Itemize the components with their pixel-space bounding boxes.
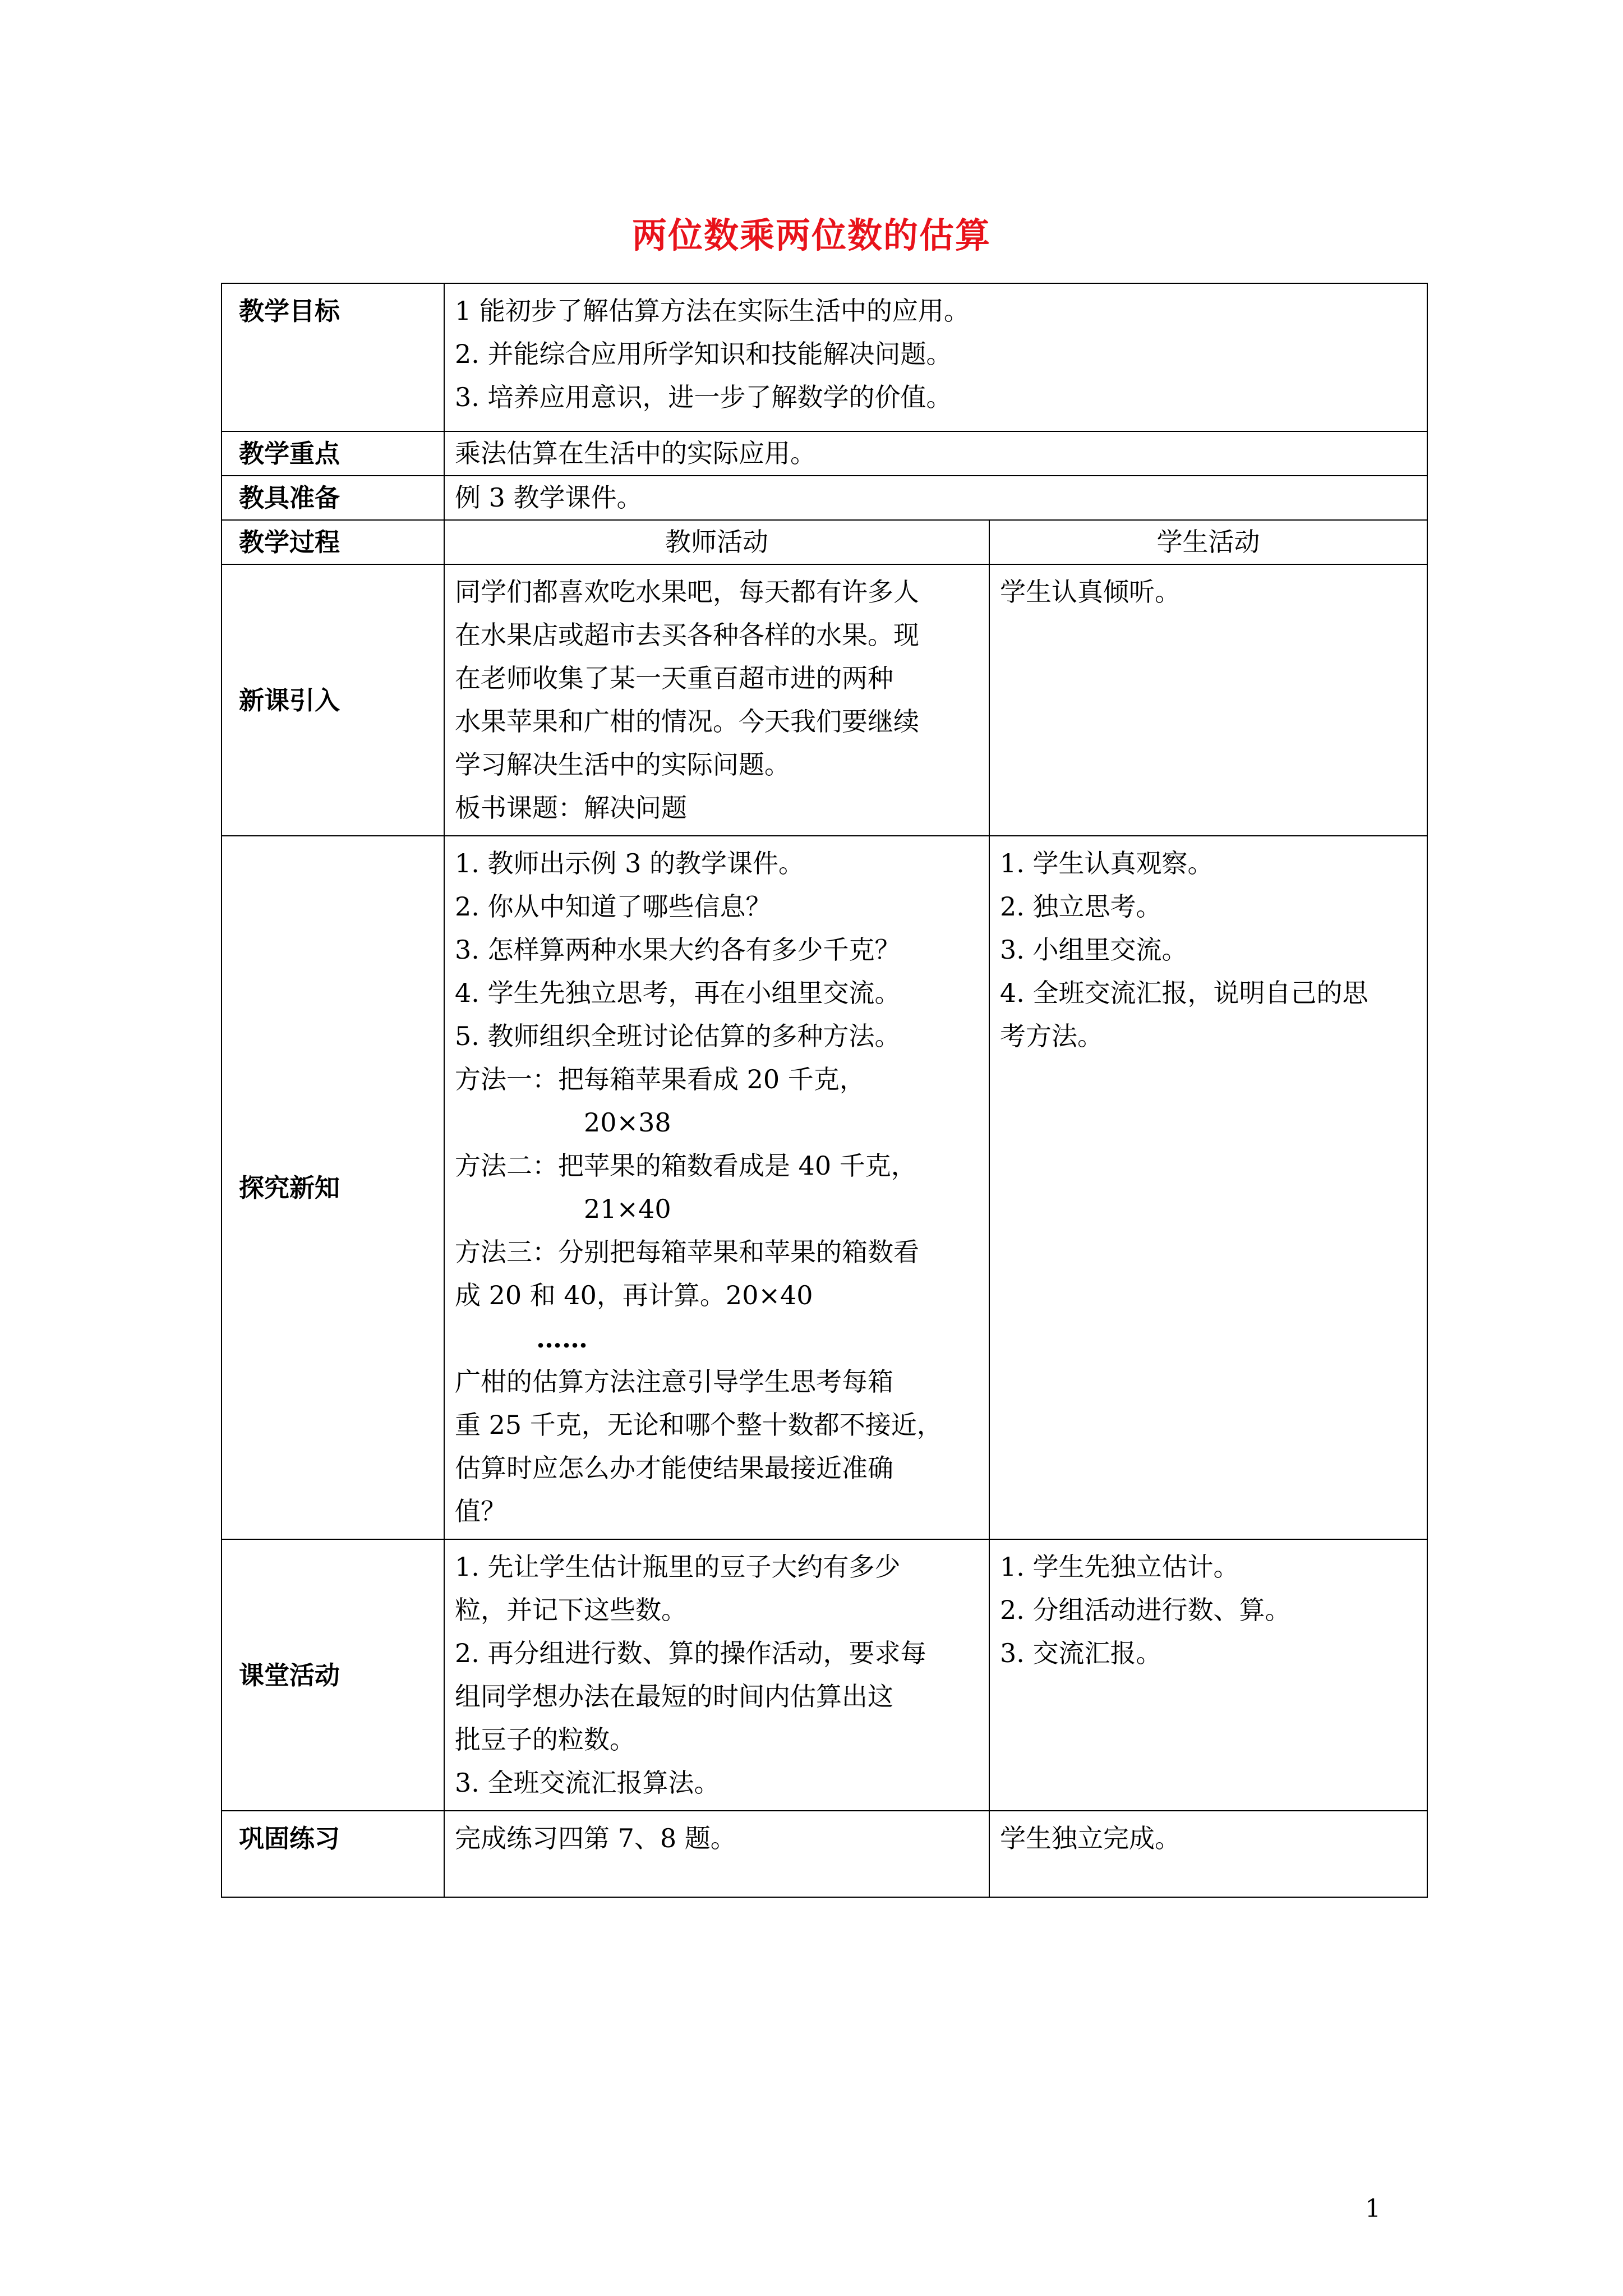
- explore-closing-line: 估算时应怎么办才能使结果最接近准确: [455, 1453, 893, 1483]
- intro-teacher-line: 水果苹果和广柑的情况。今天我们要继续: [455, 706, 919, 737]
- activity-teacher-line: 粒，并记下这些数。: [455, 1595, 687, 1625]
- formula-two: 21×40: [584, 1194, 671, 1224]
- explore-label: 探究新知: [222, 836, 444, 1539]
- intro-teacher: [444, 564, 989, 836]
- activity-teacher: [444, 1539, 989, 1811]
- goal-line: 2. 并能综合应用所学知识和技能解决问题。: [455, 339, 952, 369]
- method-two: 方法二：把苹果的箱数看成是 40 千克，: [455, 1151, 917, 1181]
- goals-label: 教学目标: [222, 283, 444, 431]
- intro-teacher-line: 板书课题：解决问题: [455, 793, 687, 823]
- activity-label: 课堂活动: [222, 1539, 444, 1811]
- explore-student: [989, 836, 1427, 1539]
- row-focus: [222, 431, 1427, 476]
- activity-student: [989, 1539, 1427, 1811]
- intro-teacher-line: 在水果店或超市去买各种各样的水果。现: [455, 620, 919, 650]
- explore-teacher-line: 4. 学生先独立思考，再在小组里交流。: [455, 978, 901, 1008]
- intro-teacher-line: 同学们都喜欢吃水果吧，每天都有许多人: [455, 577, 919, 607]
- page-number: 1: [1365, 2194, 1381, 2223]
- goals-content: [444, 283, 1427, 431]
- practice-teacher: 完成练习四第 7、8 题。: [444, 1811, 989, 1897]
- method-three-line: 方法三：分别把每箱苹果和苹果的箱数看: [455, 1237, 919, 1267]
- goal-line: 1 能初步了解估算方法在实际生活中的应用。: [455, 296, 970, 326]
- row-activity: [222, 1539, 1427, 1811]
- explore-student-line: 2. 独立思考。: [1000, 891, 1162, 922]
- method-three-line: 成 20 和 40，再计算。20×40: [455, 1280, 813, 1310]
- activity-teacher-line: 1. 先让学生估计瓶里的豆子大约有多少: [455, 1552, 901, 1582]
- activity-teacher-line: 2. 再分组进行数、算的操作活动，要求每: [455, 1638, 926, 1668]
- row-materials: [222, 476, 1427, 520]
- formula-one: 20×38: [584, 1107, 671, 1138]
- activity-teacher-line: 组同学想办法在最短的时间内估算出这: [455, 1681, 893, 1711]
- ellipsis: ……: [536, 1323, 588, 1354]
- intro-teacher-line: 在老师收集了某一天重百超市进的两种: [455, 663, 893, 693]
- student-activity-header: 学生活动: [989, 520, 1427, 564]
- teacher-activity-header: 教师活动: [444, 520, 989, 564]
- activity-student-line: 3. 交流汇报。: [1000, 1638, 1162, 1668]
- materials-label: 教具准备: [222, 476, 444, 520]
- row-explore: [222, 836, 1427, 1539]
- row-practice: [222, 1811, 1427, 1897]
- focus-label: 教学重点: [222, 431, 444, 476]
- activity-student-line: 2. 分组活动进行数、算。: [1000, 1595, 1291, 1625]
- explore-student-line: 1. 学生认真观察。: [1000, 848, 1214, 878]
- explore-teacher-line: 2. 你从中知道了哪些信息？: [455, 891, 772, 922]
- explore-student-line: 3. 小组里交流。: [1000, 935, 1188, 965]
- lesson-plan-table: [221, 283, 1428, 1898]
- goal-line: 3. 培养应用意识，进一步了解数学的价值。: [455, 382, 952, 412]
- explore-closing-line: 值？: [455, 1496, 506, 1526]
- intro-label: 新课引入: [222, 564, 444, 836]
- intro-student-line: 学生认真倾听。: [1000, 577, 1181, 607]
- explore-teacher-line: 1. 教师出示例 3 的教学课件。: [455, 848, 805, 878]
- explore-teacher-line: 5. 教师组织全班讨论估算的多种方法。: [455, 1021, 901, 1051]
- activity-teacher-line: 批豆子的粒数。: [455, 1724, 635, 1755]
- row-process-header: [222, 520, 1427, 564]
- explore-teacher-line: 方法一：把每箱苹果看成 20 千克，: [455, 1064, 865, 1094]
- explore-closing-line: 重 25 千克，无论和哪个整十数都不接近，: [455, 1410, 943, 1440]
- explore-closing-line: 广柑的估算方法注意引导学生思考每箱: [455, 1366, 893, 1397]
- explore-teacher: [444, 836, 989, 1539]
- practice-student: 学生独立完成。: [989, 1811, 1427, 1897]
- explore-student-line: 4. 全班交流汇报，说明自己的思: [1000, 978, 1368, 1008]
- practice-label: 巩固练习: [222, 1811, 444, 1897]
- page-title: 两位数乘两位数的估算: [631, 215, 991, 256]
- materials-text: 例 3 教学课件。: [444, 476, 1427, 520]
- focus-text: 乘法估算在生活中的实际应用。: [444, 431, 1427, 476]
- activity-teacher-line: 3. 全班交流汇报算法。: [455, 1768, 720, 1798]
- process-label: 教学过程: [222, 520, 444, 564]
- row-goals: [222, 283, 1427, 431]
- intro-student: [989, 564, 1427, 836]
- explore-student-line: 考方法。: [1000, 1021, 1103, 1051]
- intro-teacher-line: 学习解决生活中的实际问题。: [455, 749, 790, 780]
- explore-teacher-line: 3. 怎样算两种水果大约各有多少千克？: [455, 935, 901, 965]
- row-intro: [222, 564, 1427, 836]
- activity-student-line: 1. 学生先独立估计。: [1000, 1552, 1239, 1582]
